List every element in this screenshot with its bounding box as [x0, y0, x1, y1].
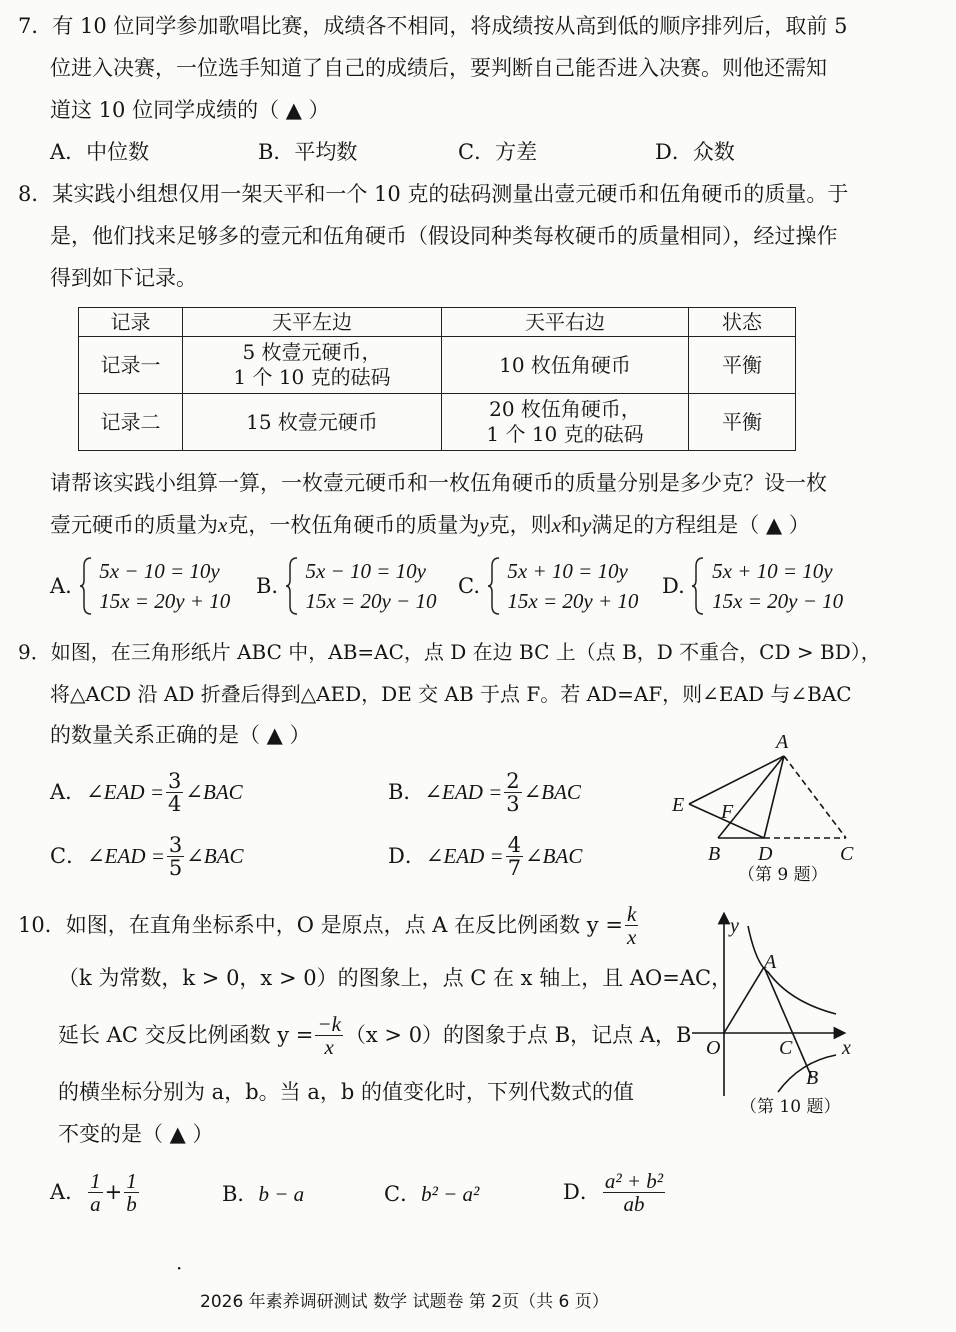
numerator: −k [317, 1012, 341, 1036]
q7-option-b: B．平均数 [258, 140, 358, 164]
option-label: D． [388, 843, 426, 868]
equation-system [305, 556, 436, 617]
table-cell: 记录二 [79, 394, 183, 451]
rhs: ∠BAC [185, 779, 243, 804]
option-label: C． [50, 843, 88, 868]
table-cell: 平衡 [689, 394, 796, 451]
eq: 5x + 10 = 10y [712, 559, 833, 583]
label-a: A [776, 731, 789, 753]
caption-q10: （第 10 题） [740, 1097, 841, 1117]
equation-system [99, 556, 230, 617]
segment-oa [724, 967, 764, 1033]
cell-line: 20 枚伍角硬币， [489, 397, 641, 421]
option-label: C． [384, 1182, 422, 1206]
label-d: D [758, 843, 773, 865]
denominator: x [324, 1035, 334, 1060]
table-row [79, 337, 796, 394]
numerator: 1 [126, 1169, 137, 1193]
denominator: 3 [506, 792, 520, 817]
segment-ab [764, 967, 812, 1078]
numerator: a² + b² [604, 1169, 664, 1193]
denominator: 5 [168, 856, 183, 881]
label-c: C [840, 843, 854, 865]
q9-line1: 9．如图，在三角形纸片 ABC 中，AB=AC，点 D 在边 BC 上（点 B，D 不重合，CD > BD）， [18, 640, 881, 664]
text: （x > 0）的图象于点 B，记点 A，B [344, 1022, 692, 1047]
rhs: ∠BAC [186, 843, 244, 868]
q7-option-a: A．中位数 [50, 140, 150, 164]
q10-line1 [18, 903, 640, 948]
denominator: ab [623, 1192, 645, 1217]
option-label: C. [458, 573, 480, 598]
record-table [78, 307, 796, 451]
table-header: 状态 [689, 308, 796, 337]
numerator: 2 [506, 769, 520, 793]
label-b: B [806, 1067, 819, 1089]
page-footer: 2026 年素养调研测试 数学 试题卷 第 2页（共 6 页） [200, 1292, 609, 1312]
text: 克，则 [488, 513, 552, 537]
stray-dot: · [176, 1256, 183, 1280]
var: x [551, 513, 561, 537]
q10-line3 [58, 1013, 691, 1058]
option-label: A. [50, 573, 72, 598]
option-label: B． [388, 779, 425, 804]
table-header: 记录 [79, 308, 183, 337]
table-cell: 10 枚伍角硬币 [442, 337, 689, 394]
lhs: ∠EAD = [86, 779, 165, 804]
q8-option-c [458, 556, 638, 617]
brace-icon [487, 556, 501, 616]
denominator: 7 [507, 856, 522, 881]
expression: b − a [258, 1182, 305, 1206]
denominator: x [626, 925, 637, 950]
equation-system [507, 556, 638, 617]
table-row [79, 394, 796, 451]
var: y [581, 513, 592, 537]
numerator: k [626, 902, 637, 926]
rhs: ∠BAC [525, 843, 583, 868]
table-header: 天平左边 [183, 308, 442, 337]
q7-line1: 7．有 10 位同学参加歌唱比赛，成绩各不相同，将成绩按从高到低的顺序排列后，取前 5 [18, 14, 848, 38]
fraction [603, 1170, 665, 1215]
table-header: 天平右边 [442, 308, 689, 337]
q10-line5: 不变的是（ ▲ ） [58, 1122, 214, 1146]
label-o: O [706, 1037, 721, 1059]
table-cell [183, 337, 442, 394]
eq: 5x + 10 = 10y [507, 559, 628, 583]
q8-after1: 请帮该实践小组算一算，一枚壹元硬币和一枚伍角硬币的质量分别是多少克？设一枚 [50, 471, 827, 495]
table-cell [442, 394, 689, 451]
q7-line3: 道这 10 位同学成绩的（ ▲ ） [50, 98, 330, 122]
q9-option-c [50, 834, 244, 879]
numerator: 1 [90, 1169, 101, 1193]
text: 延长 AC 交反比例函数 y = [58, 1022, 314, 1047]
eq: 15x = 20y − 10 [305, 589, 437, 614]
brace-icon [285, 556, 299, 616]
q8-option-d [662, 556, 843, 617]
fraction [506, 834, 523, 879]
figure-q10 [690, 912, 860, 1120]
segment-ea [689, 756, 784, 804]
option-label: D. [662, 573, 685, 598]
q7-line2: 位进入决赛，一位选手知道了自己的成绩后，要判断自己能否进入决赛。则他还需知 [50, 56, 827, 80]
text: 10．如图，在直角坐标系中，O 是原点，点 A 在反比例函数 y = [18, 912, 623, 937]
q9-option-b [388, 770, 581, 815]
text: 壹元硬币的质量为 [50, 513, 218, 537]
q8-line2: 是，他们找来足够多的壹元和伍角硬币（假设同种类每枚硬币的质量相同），经过操作 [50, 224, 838, 248]
text: 满足的方程组是（ ▲ ） [591, 513, 810, 537]
label-e: E [672, 794, 685, 816]
q9-option-d [388, 834, 582, 879]
numerator: 3 [168, 833, 183, 857]
q7-option-d: D．众数 [655, 140, 735, 164]
label-b: B [708, 843, 721, 865]
lhs: ∠EAD = [87, 843, 165, 868]
q8-option-b [256, 556, 436, 617]
eq: 5x − 10 = 10y [305, 559, 426, 583]
fraction [315, 1013, 343, 1058]
q9-option-a [50, 770, 243, 815]
option-label: B． [222, 1182, 259, 1206]
option-label: A． [50, 1179, 87, 1204]
q7-option-c: C．方差 [458, 140, 538, 164]
eq: 15x = 20y + 10 [507, 589, 639, 614]
denominator: b [126, 1192, 137, 1217]
denominator: 4 [168, 792, 182, 817]
q8-line1: 8．某实践小组想仅用一架天平和一个 10 克的砝码测量出壹元硬币和伍角硬币的质量。于 [18, 182, 849, 206]
lhs: ∠EAD = [425, 843, 504, 868]
var: x [218, 513, 228, 537]
figure-q9 [660, 726, 870, 888]
label-f: F [721, 801, 734, 823]
plus: + [104, 1179, 123, 1204]
eq: 15x = 20y + 10 [99, 589, 231, 614]
fraction [625, 903, 638, 948]
expression: b² − a² [421, 1182, 480, 1206]
q10-option-c [384, 1182, 479, 1207]
q10-option-b [222, 1182, 304, 1207]
fraction [166, 770, 183, 815]
cell-line: 1 个 10 克的砝码 [233, 365, 391, 389]
equation-system [712, 556, 843, 617]
label-a: A [764, 951, 777, 973]
q8-line3: 得到如下记录。 [50, 266, 197, 290]
caption-q9: （第 9 题） [738, 865, 828, 885]
table-cell: 平衡 [689, 337, 796, 394]
q10-option-d [563, 1170, 667, 1215]
cell-line: 5 枚壹元硬币， [242, 340, 382, 364]
q9-line2: 将△ACD 沿 AD 折叠后得到△AED，DE 交 AB 于点 F。若 AD=AF，则∠EAD 与∠BAC [50, 682, 852, 706]
option-label: B. [256, 573, 279, 598]
var: y [479, 513, 489, 537]
fraction [504, 770, 521, 815]
fraction [88, 1170, 103, 1215]
q8-option-a [50, 556, 230, 617]
fraction [167, 834, 184, 879]
q8-after2 [50, 513, 810, 538]
table-cell: 记录一 [79, 337, 183, 394]
fraction [124, 1170, 139, 1215]
rhs: ∠BAC [523, 779, 581, 804]
option-label: A． [50, 779, 87, 804]
cell-line: 1 个 10 克的砝码 [486, 422, 644, 446]
lhs: ∠EAD = [424, 779, 503, 804]
q10-line2: （k 为常数，k > 0，x > 0）的图象上，点 C 在 x 轴上，且 AO=AC， [58, 966, 733, 990]
eq: 5x − 10 = 10y [99, 559, 220, 583]
label-c: C [779, 1037, 793, 1059]
label-y: y [730, 915, 739, 937]
segment-ac-dashed [784, 756, 846, 838]
q10-line4: 的横坐标分别为 a，b。当 a，b 的值变化时，下列代数式的值 [58, 1080, 634, 1104]
brace-icon [79, 556, 93, 616]
text: 和 [560, 513, 582, 537]
eq: 15x = 20y − 10 [712, 589, 844, 614]
text: 克，一枚伍角硬币的质量为 [227, 513, 480, 537]
table-cell: 15 枚壹元硬币 [183, 394, 442, 451]
curve-positive [748, 926, 836, 1014]
numerator: 4 [507, 833, 522, 857]
q10-option-a [50, 1170, 141, 1215]
q9-line3: 的数量关系正确的是（ ▲ ） [50, 723, 311, 747]
denominator: a [90, 1192, 101, 1217]
brace-icon [691, 556, 705, 616]
numerator: 3 [168, 769, 182, 793]
option-label: D． [563, 1179, 601, 1204]
label-x: x [842, 1037, 851, 1059]
